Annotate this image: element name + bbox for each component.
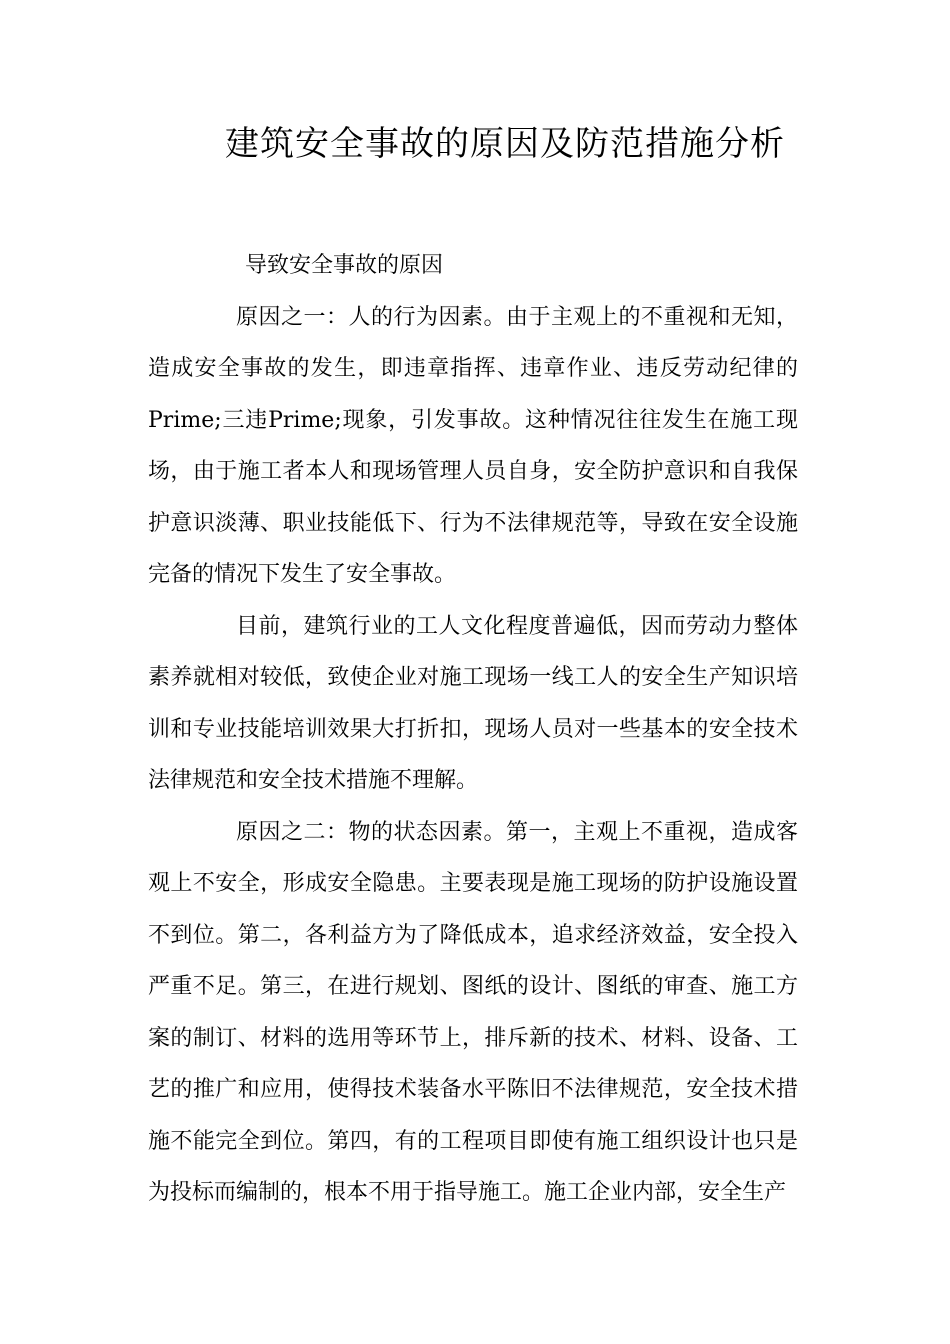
paragraph-worker-education: 目前，建筑行业的工人文化程度普遍低，因而劳动力整体素养就相对较低，致使企业对施工现场一线工人的安全生产知识培训和专业技能培训效果大打折扣，现场人员对一些基本的安全技术法律规范和安全技术措施不理解。 xyxy=(148,613,798,793)
document-body xyxy=(148,240,798,1219)
paragraph-cause-two: 原因之二：物的状态因素。第一，主观上不重视，造成客观上不安全，形成安全隐患。主要表现是施工现场的防护设施设置不到位。第二，各利益方为了降低成本，追求经济效益，安全投入严重不足。第三，在进行规划、图纸的设计、图纸的审查、施工方案的制订、材料的选用等环节上，排斥新的技术、材料、设备、工艺的推广和应用，使得技术装备水平陈旧不法律规范，安全技术措施不能完全到位。第四，有的工程项目即使有施工组织设计也只是为投标而编制的，根本不用于指导施工。施工企业内部，安全生产 xyxy=(148,819,798,1205)
paragraph-cause-one: 原因之一：人的行为因素。由于主观上的不重视和无知，造成安全事故的发生，即违章指挥、违章作业、违反劳动纪律的Prime;三违Prime;现象，引发事故。这种情况往往发生在施工现场，由于施工者本人和现场管理人员自身，安全防护意识和自我保护意识淡薄、职业技能低下、行为不法律规范等，导致在安全设施完备的情况下发生了安全事故。 xyxy=(148,304,798,587)
document-title: 建筑安全事故的原因及防范措施分析 xyxy=(225,124,785,164)
section-heading: 导致安全事故的原因 xyxy=(245,253,444,278)
